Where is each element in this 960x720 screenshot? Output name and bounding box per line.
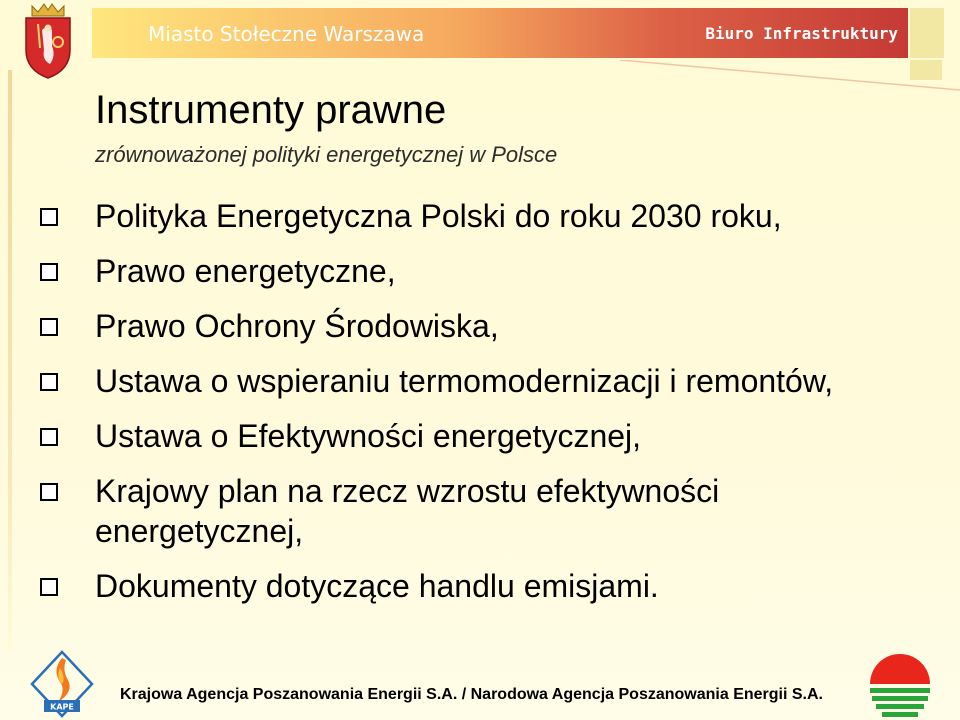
slide-subtitle: zrównoważonej polityki energetycznej w Polsce [95, 142, 558, 167]
list-item [40, 196, 890, 236]
list-item-text: Krajowy plan na rzecz wzrostu efektywności energetycznej, [95, 473, 720, 549]
square-bullet-icon [40, 373, 58, 391]
footer-text: Krajowa Agencja Poszanowania Energii S.A. / Narodowa Agencja Poszanowania Energii S.A. [120, 686, 823, 703]
list-item-text: Ustawa o Efektywności energetycznej, [95, 418, 642, 454]
kape-logo-icon [30, 650, 94, 718]
square-bullet-icon [40, 428, 58, 446]
header-department-name: Biuro Infrastruktury [705, 24, 898, 43]
decorative-diagonal-line [620, 60, 960, 120]
corner-decoration [910, 8, 944, 58]
list-item-text: Dokumenty dotyczące handlu emisjami. [95, 568, 659, 604]
list-item [40, 416, 890, 456]
square-bullet-icon [40, 208, 58, 226]
square-bullet-icon [40, 318, 58, 336]
list-item-text: Prawo energetyczne, [95, 253, 396, 289]
list-item [40, 361, 890, 401]
square-bullet-icon [40, 483, 58, 501]
square-bullet-icon [40, 578, 58, 596]
list-item-text: Prawo Ochrony Środowiska, [95, 308, 499, 344]
header-city-name: Miasto Stołeczne Warszawa [148, 22, 425, 46]
list-item-text: Ustawa o wspieraniu termomodernizacji i remontów, [95, 363, 834, 399]
list-item [40, 251, 890, 291]
warsaw-coat-of-arms-icon [18, 2, 78, 80]
sun-over-green-bars-icon [868, 650, 932, 720]
bullet-list [40, 196, 890, 621]
list-item [40, 566, 890, 606]
slide-title: Instrumenty prawne [95, 88, 447, 132]
square-bullet-icon [40, 263, 58, 281]
list-item [40, 471, 890, 551]
list-item [40, 306, 890, 346]
kape-logo-text: KAPE [50, 702, 74, 712]
list-item-text: Polityka Energetyczna Polski do roku 2030 roku, [95, 198, 782, 234]
left-decorative-rule [8, 70, 12, 650]
